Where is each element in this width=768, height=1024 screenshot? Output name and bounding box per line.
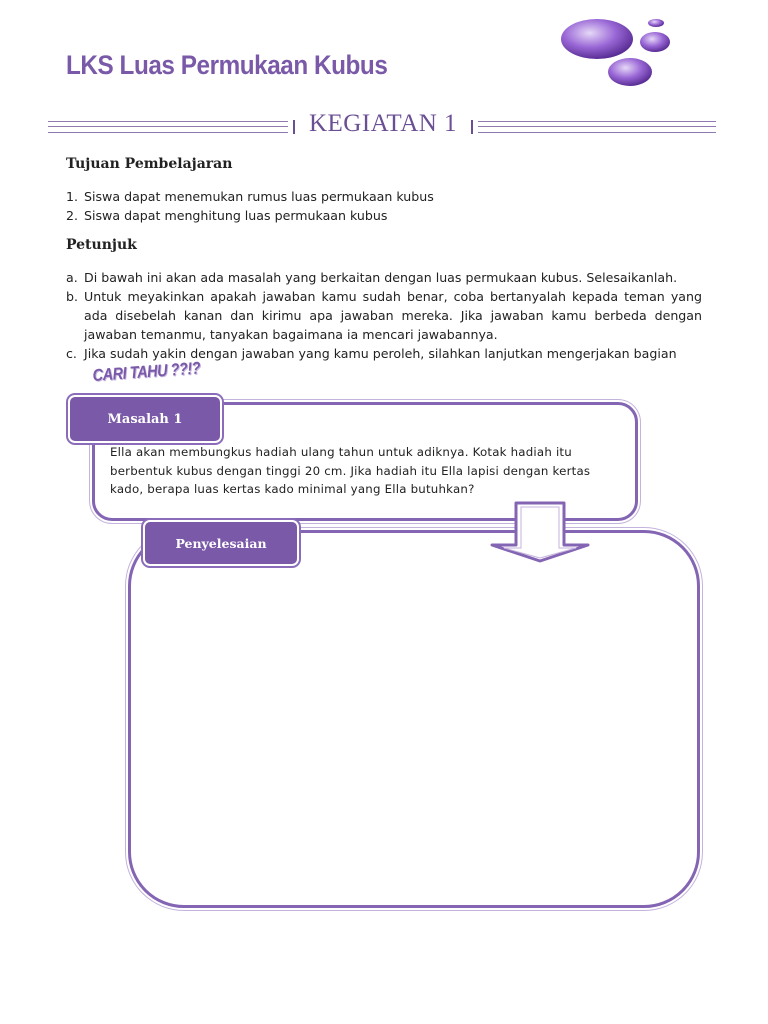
banner-rule-right [478, 121, 716, 133]
cari-tahu-label: CARI TAHU ??!? [92, 358, 201, 385]
list-item: c. Jika sudah yakin dengan jawaban yang kamu peroleh, silahkan lanjutkan mengerjakan bagian [66, 346, 677, 361]
solution-answer-area[interactable] [128, 530, 700, 908]
bubble-lower [608, 58, 652, 86]
bubble-small [648, 19, 664, 27]
learning-objectives-heading: Tujuan Pembelajaran [66, 156, 233, 172]
instructions-list [66, 268, 702, 363]
document-title: LKS Luas Permukaan Kubus [66, 50, 388, 80]
section-banner-title: KEGIATAN 1 [290, 110, 476, 138]
problem-tab: Masalah 1 [70, 397, 220, 441]
solution-tab: Penyelesaian [145, 522, 297, 564]
learning-objectives-list [66, 187, 706, 225]
list-item: a. Di bawah ini akan ada masalah yang berkaitan dengan luas permukaan kubus. Selesaikanlah. [66, 270, 678, 285]
list-item: b. Untuk meyakinkan apakah jawaban kamu sudah benar, coba bertanyalah kepada teman yang ada disebelah kanan dan kirimu apa jawaban mereka. Jika jawaban kamu berbeda dengan jawaban temanmu, tanyakan bagaimana ia mencari jawabannya. [66, 289, 702, 342]
problem-text: Ella akan membungkus hadiah ulang tahun untuk adiknya. Kotak hadiah itu berbentuk kubus dengan tinggi 20 cm. Jika hadiah itu Ella lapisi dengan kertas kado, berapa luas kertas kado minimal yang Ella butuhkan? [110, 445, 591, 496]
bubble-medium [640, 32, 670, 52]
bubble-large [561, 19, 633, 59]
instructions-heading: Petunjuk [66, 237, 137, 253]
list-item: 1. Siswa dapat menemukan rumus luas permukaan kubus [66, 189, 434, 204]
banner-rule-left [48, 121, 288, 133]
list-item: 2. Siswa dapat menghitung luas permukaan kubus [66, 208, 388, 223]
decorative-bubbles-icon [552, 14, 682, 94]
down-arrow-icon [488, 501, 592, 563]
